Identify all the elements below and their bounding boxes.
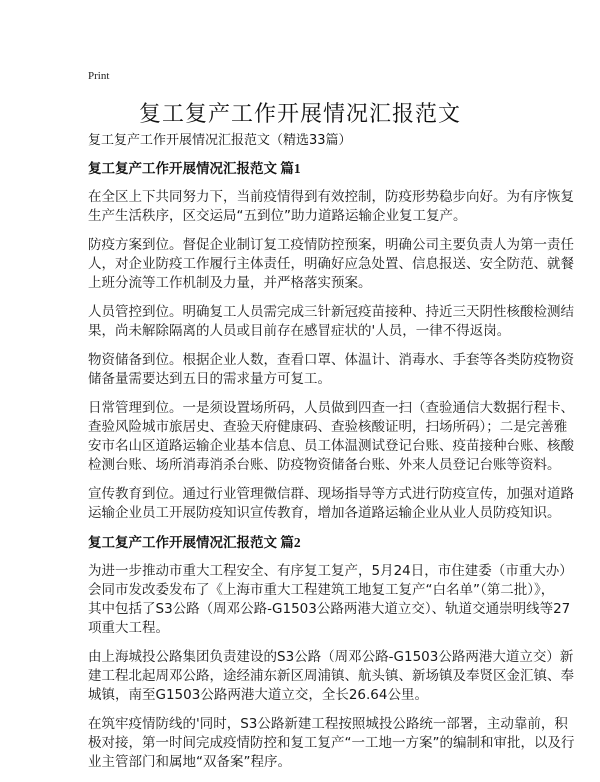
section-heading: 复工复产工作开展情况汇报范文 篇2 (88, 535, 301, 550)
print-label[interactable]: Print (88, 70, 110, 82)
paragraph-line: 物资储备到位。根据企业人数，查看口罩、体温计、消毒水、手套等各类防疫物资 (88, 352, 574, 368)
paragraph-line: 查验风险城市旅居史、查验天府健康码、查验核酸证明，扫场所码）；二是完善雅 (88, 419, 568, 435)
paragraph-line: 业主管部门和属地“双备案”程序。 (88, 754, 291, 770)
document-body (88, 131, 575, 782)
paragraph-line: 人员管控到位。明确复工人员需完成三针新冠疫苗接种、持近三天阴性核酸检测结 (88, 304, 574, 320)
paragraph-line: 为进一步推动市重大工程安全、有序复工复产，5月24日，市住建委（市重大办） (88, 563, 573, 579)
paragraph-line: 由上海城投公路集团负责建设的S3公路（周邓公路-G1503公路两港大道立交）新 (88, 649, 574, 665)
section-heading: 复工复产工作开展情况汇报范文 篇1 (88, 161, 301, 176)
paragraph (88, 562, 573, 638)
paragraph-line: 在全区上下共同努力下，当前疫情得到有效控制，防疫形势稳步向好。为有序恢复 (88, 189, 574, 205)
paragraph (88, 399, 574, 475)
paragraph-line: 运输企业员工开展防疫知识宣传教育，增加各道路运输企业从业人员防疫知识。 (88, 505, 561, 521)
paragraph-line: 安市名山区道路运输企业基本信息、员工体温测试登记台账、疫苗接种台账、核酸 (88, 438, 574, 454)
document-title: 复工复产工作开展情况汇报范文 (138, 102, 461, 127)
paragraph-line: 日常管理到位。一是须设置场所码，人员做到四查一扫（查验通信大数据行程卡、 (88, 400, 574, 416)
paragraph (88, 303, 574, 341)
paragraph-line: 极对接，第一时间完成疫情防控和复工复产“一工地一方案”的编制和审批，以及行 (88, 735, 575, 751)
paragraph-line: 项重大工程。 (88, 620, 169, 636)
paragraph-line: 果，尚未解除隔离的人员或目前存在感冒症状的'人员，一律不得返岗。 (88, 323, 511, 339)
paragraph-line: 储备量需要达到五日的需求量方可复工。 (88, 371, 331, 387)
paragraph (88, 236, 574, 293)
document-subtitle: 复工复产工作开展情况汇报范文（精选33篇） (88, 133, 352, 148)
paragraph-line: 会同市发改委发布了《上海市重大工程建筑工地复工复产“白名单”（第二批）》， (88, 582, 555, 598)
paragraph-line: 生产生活秩序，区交运局“五到位”助力道路运输企业复工复产。 (88, 208, 467, 224)
paragraph-line: 城镇，南至G1503公路两港大道立交，全长26.64公里。 (88, 687, 428, 703)
paragraph-line: 建工程北起周邓公路，途经浦东新区周浦镇、航头镇、新场镇及奉贤区金汇镇、奉 (88, 668, 574, 684)
paragraph-line: 人，对企业防疫工作履行主体责任，明确好应急处置、信息报送、安全防范、就餐 (88, 256, 574, 272)
paragraph-line: 其中包括了S3公路（周邓公路-G1503公路两港大道立交）、轨道交通崇明线等27 (88, 601, 571, 617)
paragraph-line: 宣传教育到位。通过行业管理微信群、现场指导等方式进行防疫宣传，加强对道路 (88, 486, 574, 502)
paragraph-line: 在筑牢疫情防线的'同时，S3公路新建工程按照城投公路统一部署，主动靠前，积 (88, 716, 568, 732)
paragraph-line: 防疫方案到位。督促企业制订复工疫情防控预案，明确公司主要负责人为第一责任 (88, 237, 574, 253)
paragraph (88, 188, 574, 226)
paragraph (88, 715, 575, 772)
paragraph-line: 检测台账、场所消毒消杀台账、防疫物资储备台账、外来人员登记台账等资料。 (88, 457, 561, 473)
paragraph (88, 485, 574, 523)
paragraph (88, 351, 574, 389)
paragraph (88, 648, 574, 705)
paragraph-line: 上班分流等工作机制及力量，并严格落实预案。 (88, 275, 372, 291)
